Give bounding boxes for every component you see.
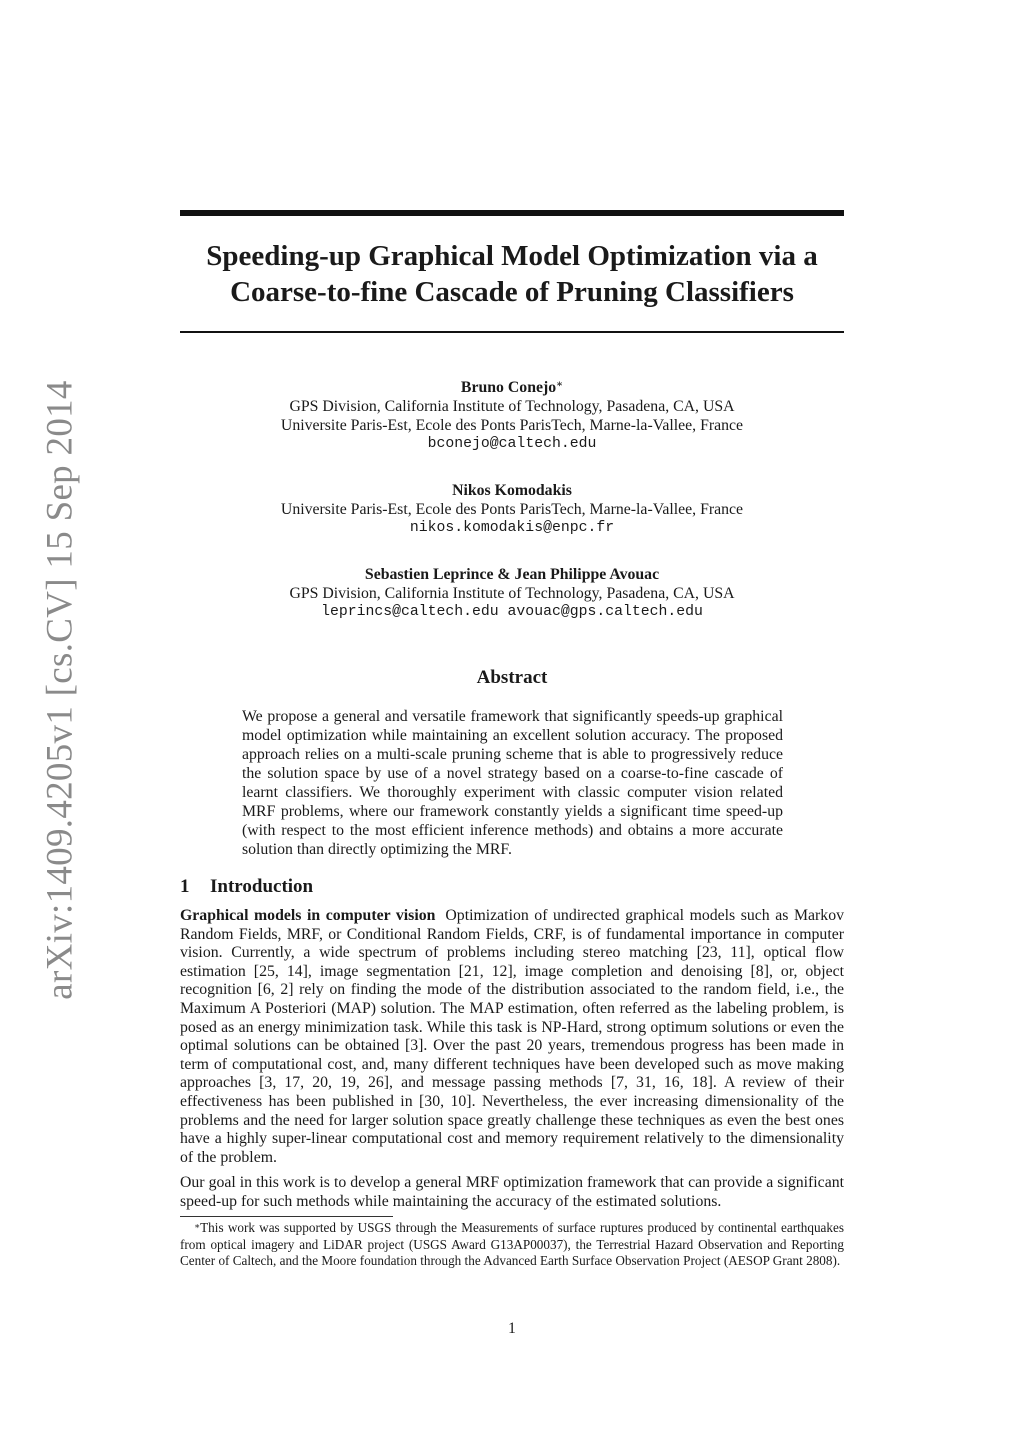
author-block-2 — [180, 481, 844, 538]
footnote-text: This work was supported by USGS through the Measurements of surface ruptures produced by continental earthquakes from optical imagery and LiDAR project (USGS Award G13AP00037), the Terrestrial Hazard Observation and Reporting Center of Caltech, and the Moore foundation through the Advanced Earth Surface Observation Project (AESOP Grant 2808). — [180, 1220, 844, 1269]
author-block-1 — [180, 378, 844, 454]
section-heading-introduction — [180, 876, 313, 898]
author-email: nikos.komodakis@enpc.fr — [409, 520, 615, 536]
title-line-1: Speeding-up Graphical Model Optimization via a — [206, 240, 818, 272]
title-bottom-rule — [180, 331, 844, 333]
section-title: Introduction — [210, 876, 314, 897]
author-name: Bruno Conejo∗ — [460, 379, 564, 396]
section-number: 1 — [180, 876, 190, 897]
page-number: 1 — [508, 1320, 516, 1337]
footnote-marker: ∗ — [194, 1221, 201, 1231]
footnote-marker: ∗ — [556, 379, 564, 390]
author-email: bconejo@caltech.edu — [427, 436, 597, 452]
author-block-3 — [180, 565, 844, 622]
author-affiliation: Universite Paris-Est, Ecole des Ponts ParisTech, Marne-la-Vallee, France — [280, 501, 744, 518]
author-affiliation: Universite Paris-Est, Ecole des Ponts ParisTech, Marne-la-Vallee, France — [280, 417, 744, 434]
paragraph-text: Optimization of undirected graphical models such as Markov Random Fields, MRF, or Conditional Random Fields, CRF, is of fundamental importance in computer vision. Currently, a wide spectrum of problems including stereo matching [23, 11], optical flow estimation [25, 14], image segmentation [21, 12], image completion and denoising [8], or, object recognition [6, 2] rely on finding the mode of the distribution associated to the random field, i.e., the Maximum A Posteriori (MAP) solution. The MAP estimation, often referred as the labeling problem, is posed as an energy minimization task. While this task is NP-Hard, strong optimum solutions or even the optimal solutions can be obtained [3]. Over the past 20 years, tremendous progress has been made in term of computational cost, and, many different techniques have been developed such as move making approaches [3, 17, 20, 19, 26], and message passing methods [7, 31, 16, 18]. A review of their effectiveness has been published in [30, 10]. Nevertheless, the ever increasing dimensionality of the problems and the need for larger solution space greatly challenge these techniques as even the best ones have a highly super-linear computational cost and memory requirement relatively to the dimensionality of the problem. — [180, 907, 844, 1166]
title-top-rule — [180, 210, 844, 216]
author-name: Sebastien Leprince & Jean Philippe Avouac — [364, 566, 660, 583]
author-affiliation: GPS Division, California Institute of Technology, Pasadena, CA, USA — [289, 398, 735, 415]
author-email: leprincs@caltech.edu avouac@gps.caltech.edu — [321, 604, 703, 620]
arxiv-identifier-stamp: arXiv:1409.4205v1 [cs.CV] 15 Sep 2014 — [39, 380, 81, 1000]
intro-paragraph-1 — [180, 907, 844, 1167]
footnote — [180, 1220, 844, 1270]
title-line-2: Coarse-to-fine Cascade of Pruning Classifiers — [230, 276, 794, 308]
author-name: Nikos Komodakis — [452, 482, 572, 499]
intro-paragraph-2: Our goal in this work is to develop a general MRF optimization framework that can provide a significant speed-up for such methods while maintaining the accuracy of the estimated solutions. — [180, 1174, 844, 1210]
paper-title — [180, 238, 844, 310]
abstract-heading: Abstract — [476, 667, 548, 688]
author-affiliation: GPS Division, California Institute of Technology, Pasadena, CA, USA — [289, 585, 735, 602]
paragraph-heading: Graphical models in computer vision — [180, 907, 436, 924]
abstract-text: We propose a general and versatile framework that significantly speeds-up graphical model optimization while maintaining an excellent solution accuracy. The proposed approach relies on a multi-scale pruning scheme that is able to progressively reduce the solution space by use of a novel strategy based on a coarse-to-fine cascade of learnt classifiers. We thoroughly experiment with classic computer vision related MRF problems, where our framework constantly yields a significant time speed-up (with respect to the most efficient inference methods) and obtains a more accurate solution than directly optimizing the MRF. — [242, 708, 783, 858]
footnote-rule — [180, 1216, 393, 1217]
